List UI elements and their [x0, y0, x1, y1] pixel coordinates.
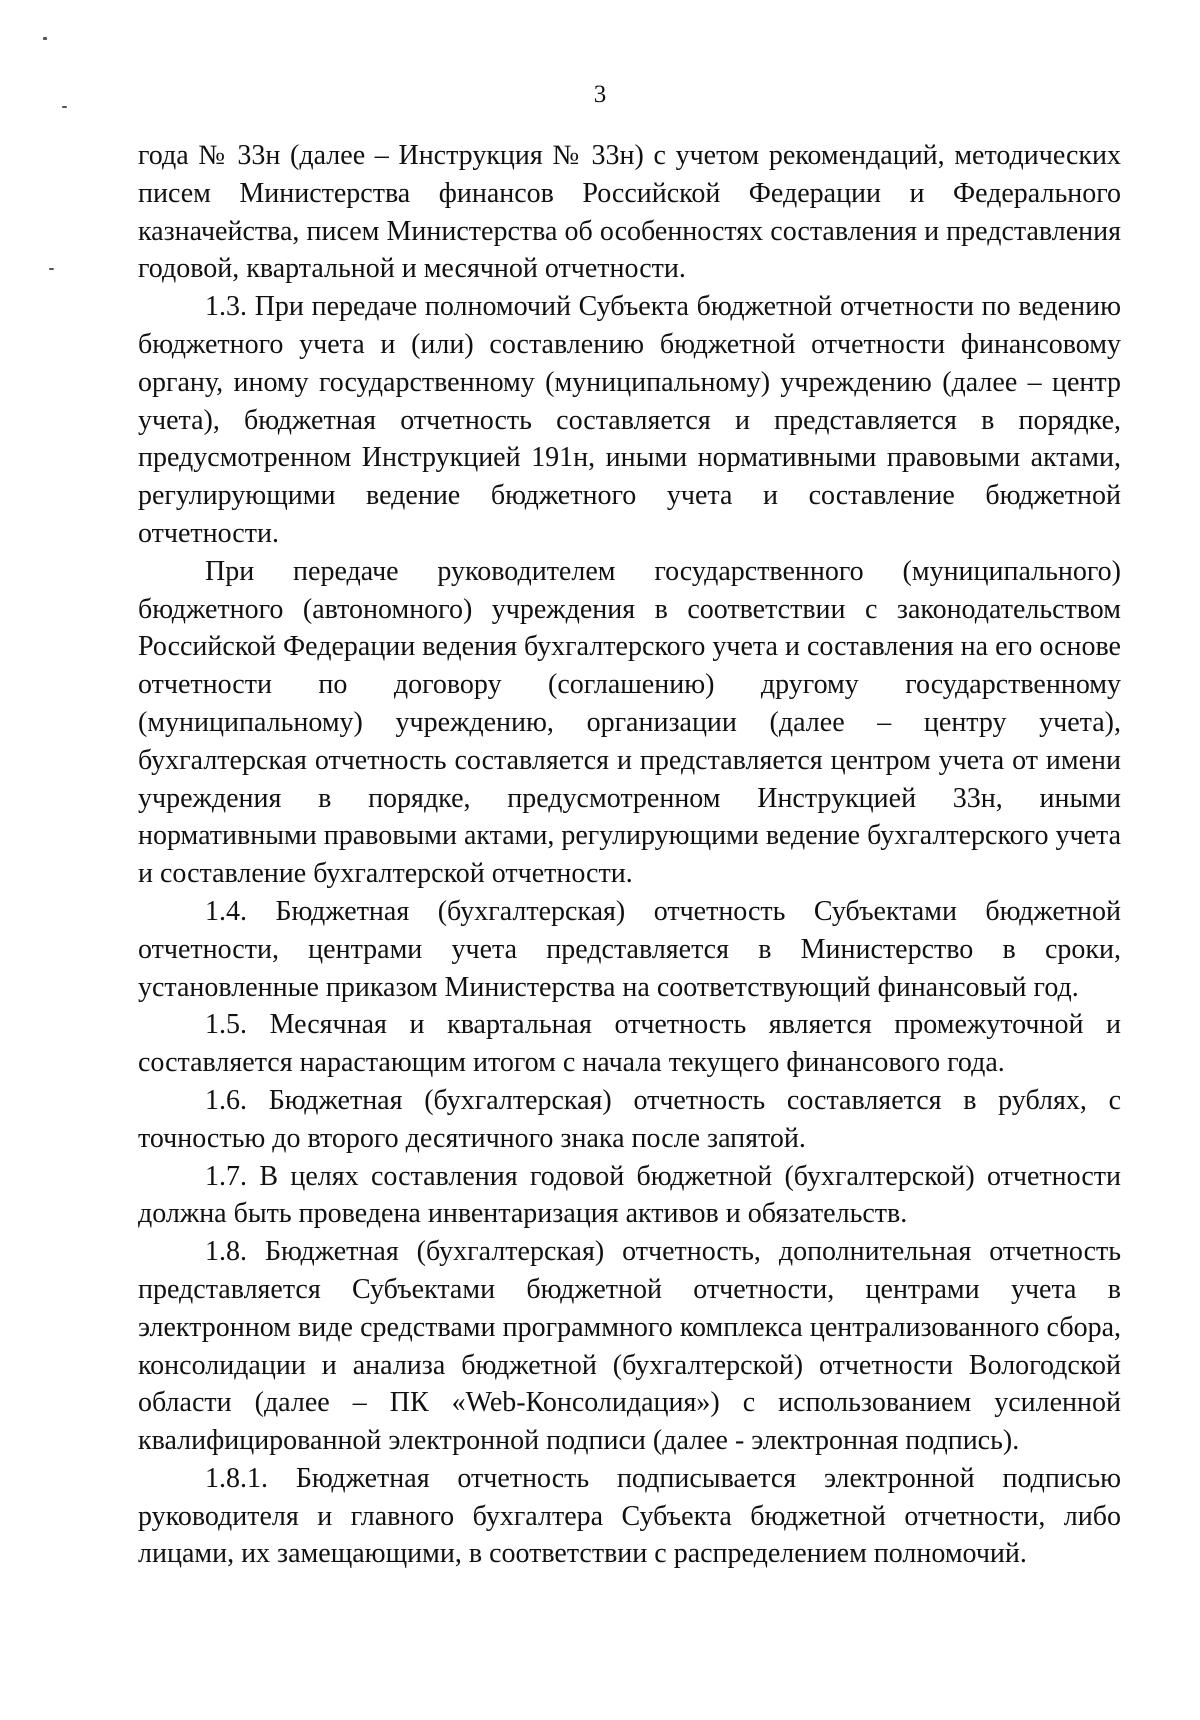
paragraph: 1.8. Бюджетная (бухгалтерская) отчетность, дополнительная отчетность представляется Субъектами бюджетной отчетности, центрами учета в электронном виде средствами программного комплекса централизованного сбора, консолидации и анализа бюджетной (бухгалтерской) отчетности Вологодской области (далее – ПК «Web-Консолидация») с использованием усиленной квалифицированной электронной подписи (далее - электронная подпись). — [138, 1236, 1121, 1457]
page-number: 3 — [593, 81, 607, 108]
paragraph: 1.8.1. Бюджетная отчетность подписывается электронной подписью руководителя и главного бухгалтера Субъекта бюджетной отчетности, либо лицами, их замещающими, в соответствии с распределением полномочий. — [138, 1462, 1121, 1570]
paragraph: года № 33н (далее – Инструкция № 33н) с учетом рекомендаций, методических писем Министерства финансов Российской Федерации и Федерального казначейства, писем Министерства об особенностях составления и представления годовой, квартальной и месячной отчетности. — [138, 140, 1121, 285]
paragraph: При передаче руководителем государственного (муниципального) бюджетного (автономного) учреждения в соответствии с законодательством Российской Федерации ведения бухгалтерского учета и составления на его основе отчетности по договору (соглашению) другому государственному (муниципальному) учреждению, организации (далее – центру учета), бухгалтерская отчетность составляется и представляется центром учета от имени учреждения в порядке, предусмотренном Инструкцией 33н, иными нормативными правовыми актами, регулирующими ведение бухгалтерского учета и составление бухгалтерской отчетности. — [138, 555, 1121, 890]
paragraph: 1.3. При передаче полномочий Субъекта бюджетной отчетности по ведению бюджетного учета и (или) составлению бюджетной отчетности финансовому органу, иному государственному (муниципальному) учреждению (далее – центр учета), бюджетная отчетность составляется и представляется в порядке, предусмотренном Инструкцией 191н, иными нормативными правовыми актами, регулирующими ведение бюджетного учета и составление бюджетной отчетности. — [138, 291, 1121, 549]
paragraph: 1.4. Бюджетная (бухгалтерская) отчетность Субъектами бюджетной отчетности, центрами учета представляется в Министерство в сроки, установленные приказом Министерства на соответствующий финансовый год. — [138, 895, 1121, 1003]
paragraph: 1.6. Бюджетная (бухгалтерская) отчетность составляется в рублях, с точностью до второго десятичного знака после запятой. — [138, 1084, 1121, 1154]
scan-speck — [43, 37, 47, 40]
document-body — [138, 137, 1121, 1573]
paragraph: 1.5. Месячная и квартальная отчетность является промежуточной и составляется нарастающим итогом с начала текущего финансового года. — [138, 1009, 1121, 1079]
scan-speck — [49, 268, 54, 270]
paragraph: 1.7. В целях составления годовой бюджетной (бухгалтерской) отчетности должна быть проведена инвентаризация активов и обязательств. — [138, 1160, 1121, 1230]
